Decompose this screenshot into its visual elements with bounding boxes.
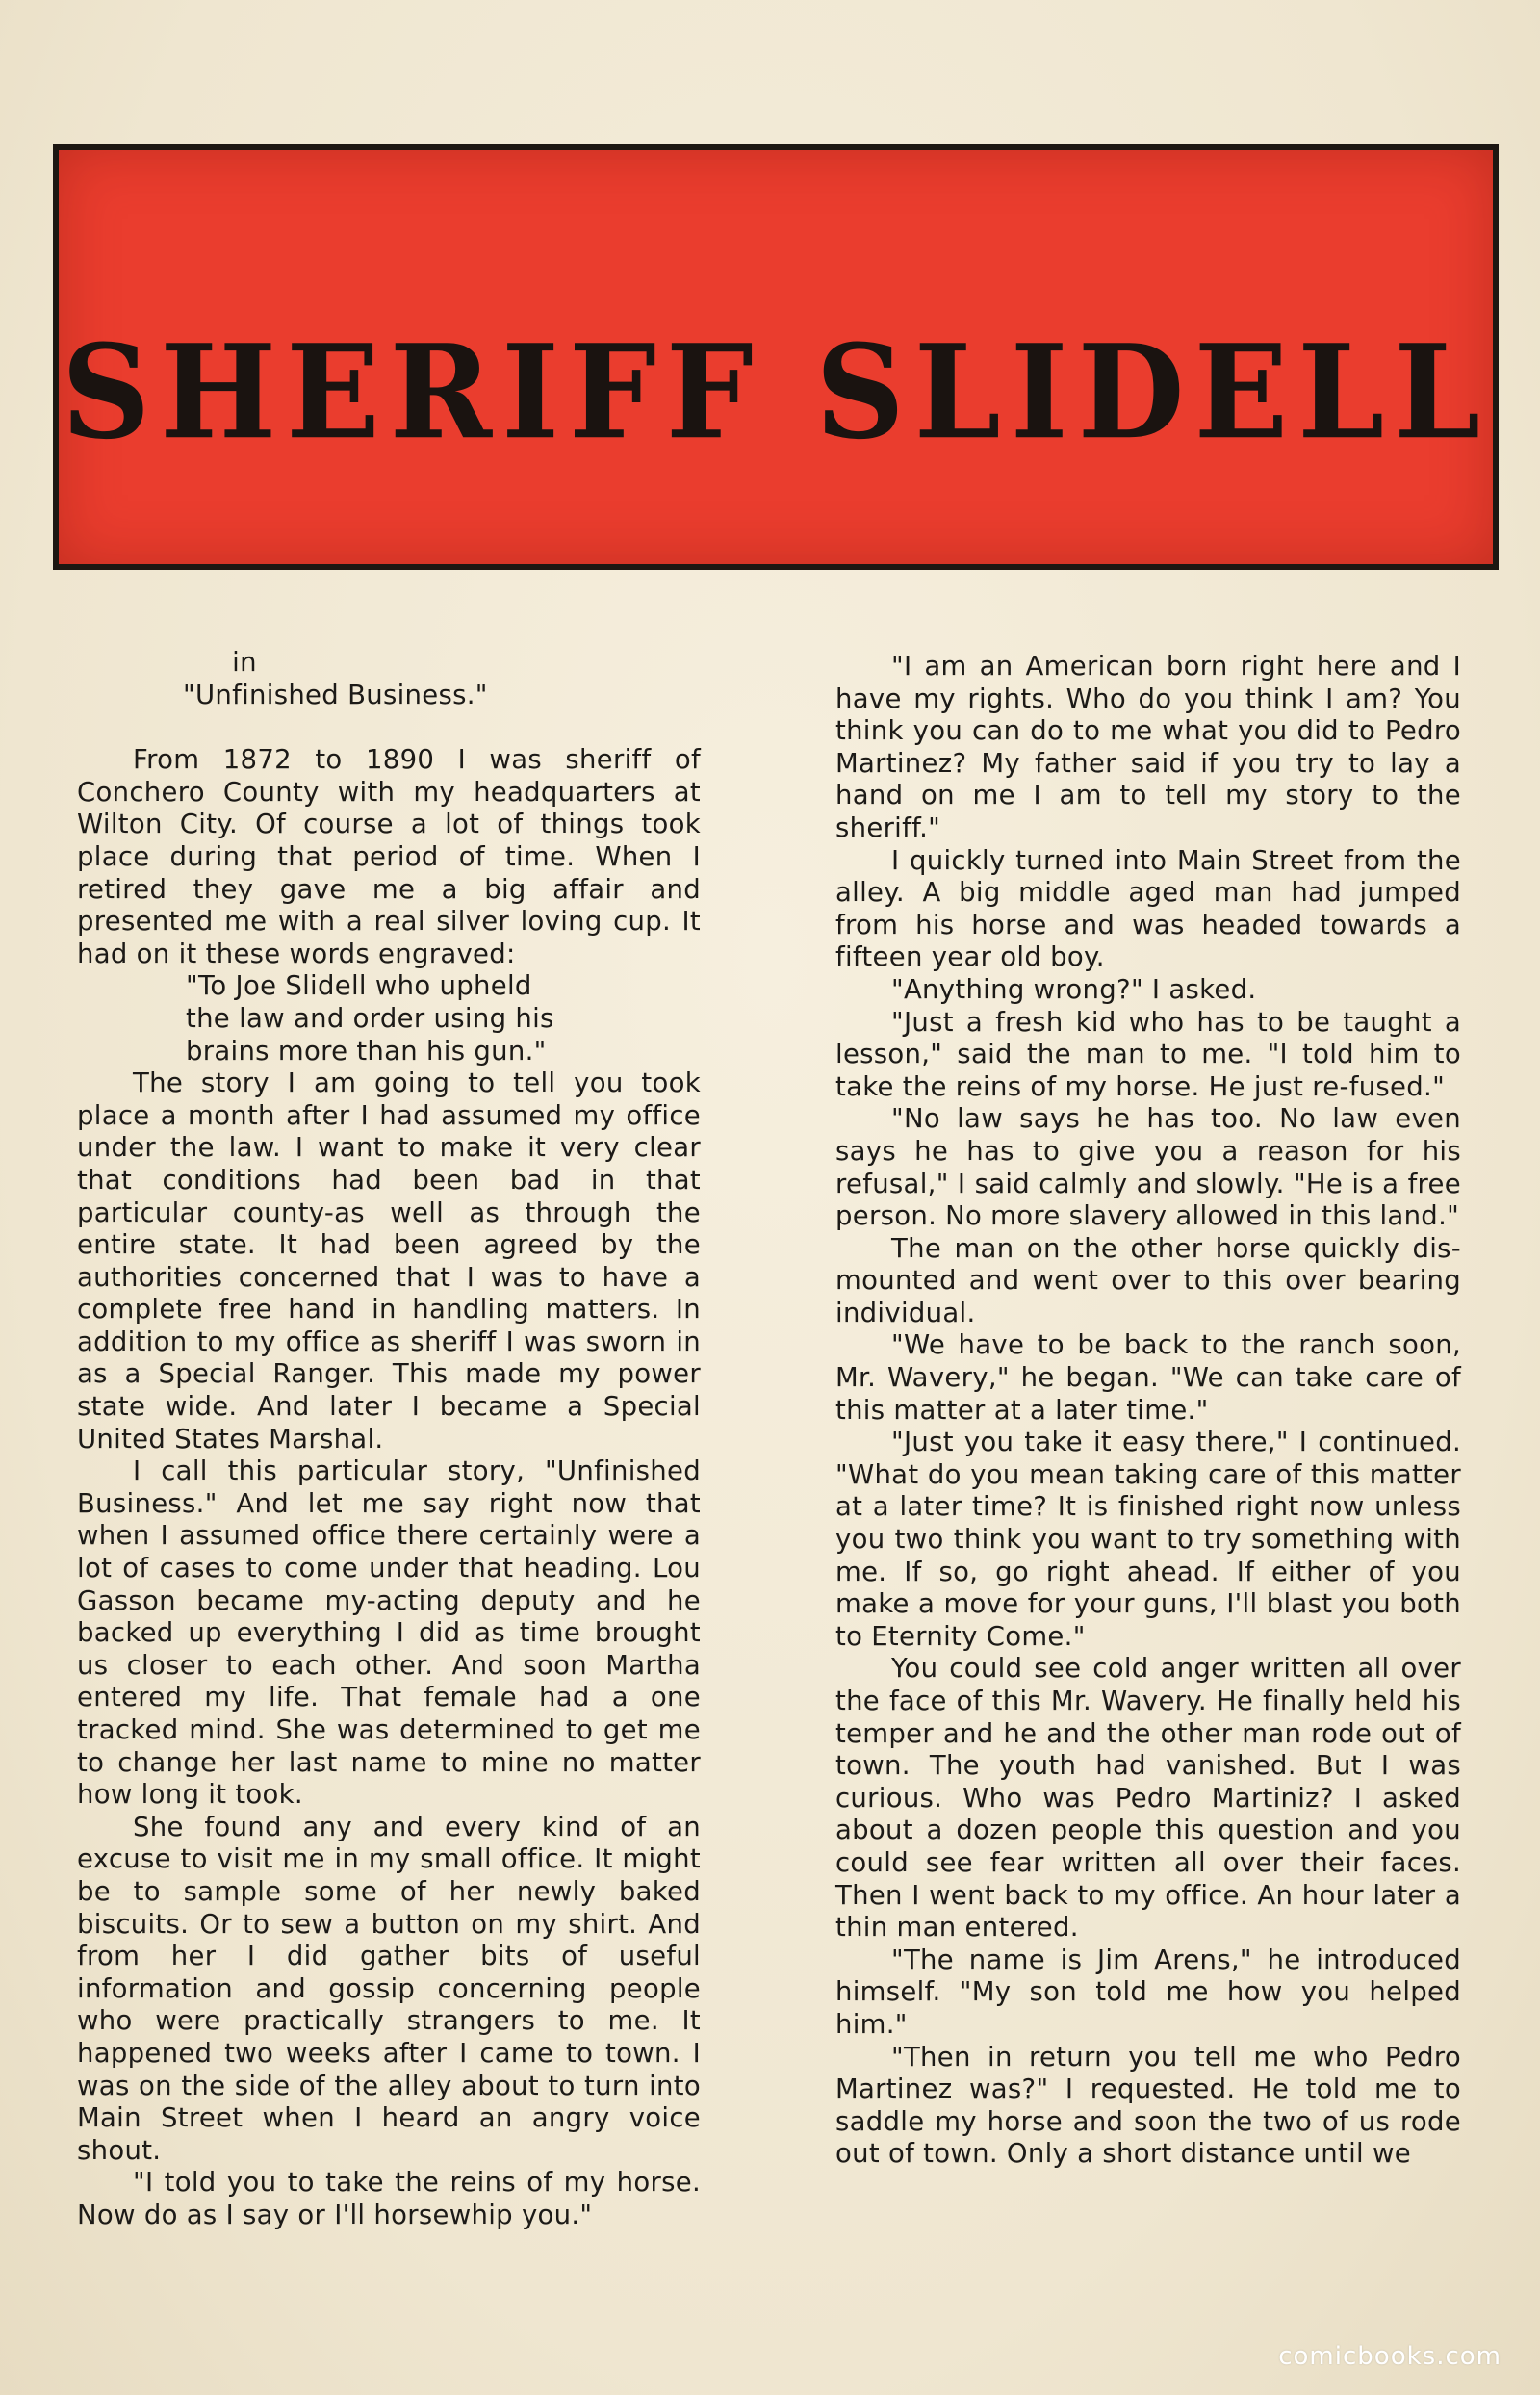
intro-story-name: "Unfinished Business." [183,679,488,710]
title-banner [53,144,1499,570]
left-paragraph-5: "I told you to take the reins of my horse. Now do as I say or I'll horsewhip you." [77,2167,701,2230]
engraving-line-3: brains more than his gun." [186,1035,547,1067]
engraving-line-1: "To Joe Slidell who upheld [186,970,532,1002]
right-paragraph-4: "Just a fresh kid who has to be taught a lesson," said the man to me. "I told him to take the reins of my horse. He just re-fused." [835,1006,1461,1102]
right-paragraph-1: "I am an American born right here and I have my rights. Who do you think I am? You think you can do to me what you did to Pedro Martinez? My father said if you try to lay a hand on me I am to tell my story to the sheriff." [835,651,1461,843]
watermark-credit: comicbooks.com [1278,2342,1502,2371]
engraving-quote [77,970,701,1068]
left-column [77,647,701,2232]
right-paragraph-3: "Anything wrong?" I asked. [891,973,1257,1005]
right-paragraph-9: You could see cold anger written all over the face of this Mr. Wavery. He finally held his temper and he and the other man rode out of town. The youth had vanished. But I was curious. Who was Pedro Martiniz? I asked about a dozen people this question and you could see fear written all over their faces. Then I went back to my office. An hour later a thin man entered. [835,1653,1461,1944]
right-paragraph-7: "We have to be back to the ranch soon, Mr. Wavery," he began. "We can take care of this matter at a later time." [835,1329,1461,1426]
engraving-line-2: the law and order using his [186,1002,554,1034]
right-paragraph-6: The man on the other horse quickly dis-mounted and went over to this over bearing individual. [835,1232,1461,1328]
right-paragraph-11: "Then in return you tell me who Pedro Martinez was?" I requested. He told me to saddle my horse and soon the two of us rode out of town. Only a short distance until we [835,2041,1461,2170]
right-paragraph-2: I quickly turned into Main Street from the alley. A big middle aged man had jumped from his horse and was headed towards a fifteen year old boy. [835,844,1461,973]
right-paragraph-5: "No law says he has too. No law even says he has to give you a reason for his refusal," I said calmly and slowly. "He is a free person. No more slavery allowed in this land." [835,1103,1461,1232]
right-paragraph-8: "Just you take it easy there," I continued. "What do you mean taking care of this matter at a later time? It is finished right now unless you two think you want to try something with me. If so, go right ahead. If either of you make a move for your guns, I'll blast you both to Eternity Come." [835,1427,1461,1652]
right-paragraph-10: "The name is Jim Arens," he introduced himself. "My son told me how you helped him." [835,1944,1461,2040]
left-paragraph-2: The story I am going to tell you took place a month after I had assumed my office under the law. I want to make it very clear that conditions had been bad in that particular county-as well as through the entire state. It had been agreed by the authorities concerned that I was to have a complete free hand in handling matters. In addition to my office as sheriff I was sworn in as a Special Ranger. This made my power state wide. And later I became a Special United States Marshal. [77,1068,701,1455]
left-paragraph-1: From 1872 to 1890 I was sheriff of Conchero County with my headquarters at Wilton City. Of course a lot of things took place during that period of time. When I retired they gave me a big affair and presented me with a real silver loving cup. It had on it these words engraved: [77,744,701,969]
right-column [835,651,1461,2171]
left-paragraph-4: She found any and every kind of an excuse to visit me in my small office. It might be to sample some of her newly baked biscuits. Or to sew a button on my shirt. And from her I did gather bits of useful information and gossip concerning people who were practically strangers to me. It happened two weeks after I came to town. I was on the side of the alley about to turn into Main Street when I heard an angry voice shout. [77,1811,701,2166]
left-paragraph-3: I call this particular story, "Unfinished Business." And let me say right now that when I assumed office there certainly were a lot of cases to come under that heading. Lou Gasson became my-acting deputy and he backed up everything I did as time brought us closer to each other. And soon Martha entered my life. That female had a one tracked mind. She was determined to get me to change her last name to mine no matter how long it took. [77,1455,701,1811]
intro-in: in [232,647,257,678]
story-title: SHERIFF SLIDELL [61,317,1491,469]
